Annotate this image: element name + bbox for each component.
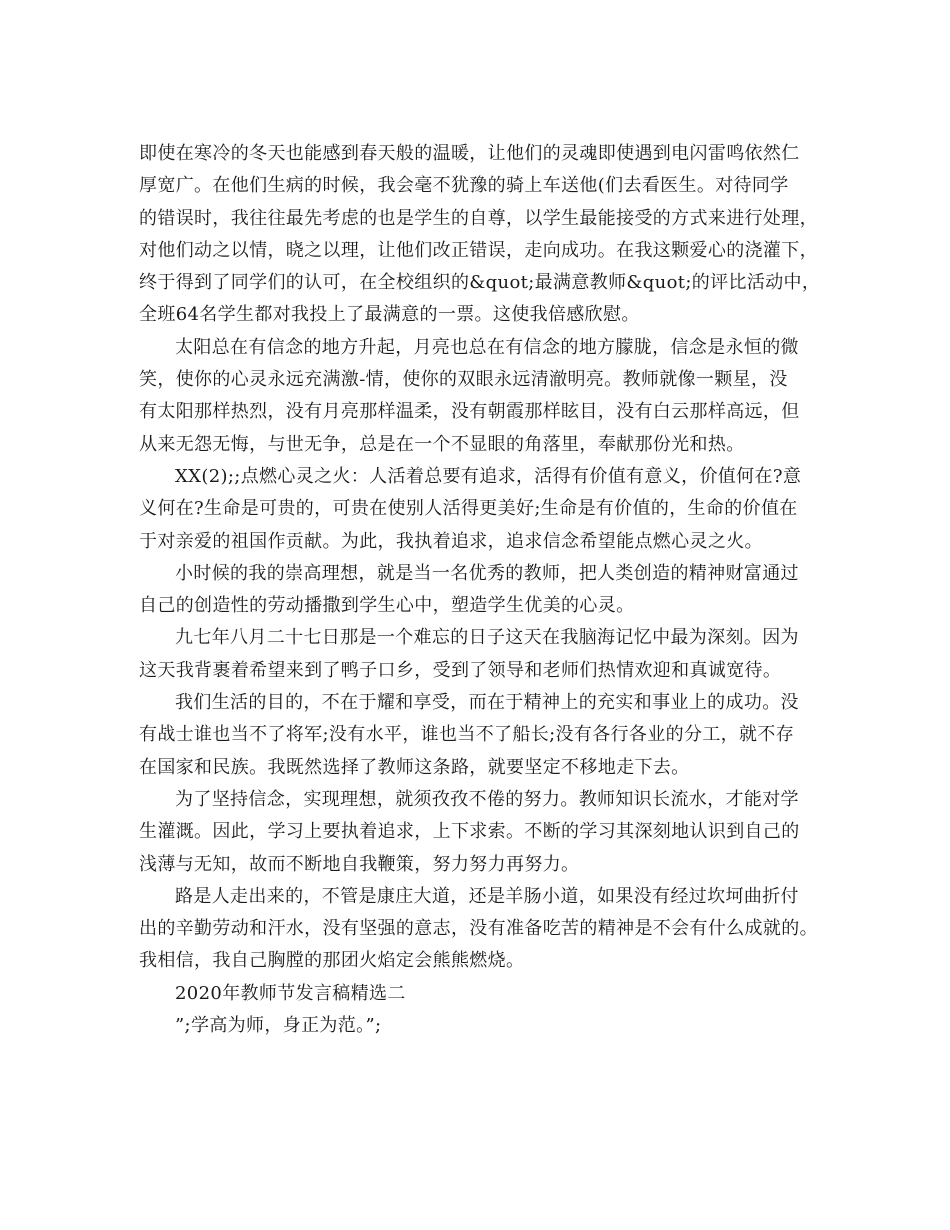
text-line: 有战士谁也当不了将军;没有水平，谁也当不了船长;没有各行各业的分工，就不存	[139, 724, 795, 746]
text-line: 2020年教师节发言稿精选二	[175, 982, 406, 1004]
paragraph	[139, 687, 829, 784]
text-line: ”;学高为师，身正为范。”;	[175, 1015, 382, 1037]
text-line: 我相信，我自己胸膛的那团火焰定会熊熊燃烧。	[139, 950, 525, 972]
text-line: 对他们动之以情，晓之以理，让他们改正错误，走向成功。在我这颗爱心的浇灌下，	[139, 239, 818, 261]
text-line: 我们生活的目的，不在于耀和享受，而在于精神上的充实和事业上的成功。没	[175, 692, 799, 714]
paragraph	[139, 622, 829, 687]
text-line: 笑，使你的心灵永远充满激-情，使你的双眼永远清澈明亮。教师就像一颗星，没	[139, 369, 788, 391]
text-line: 太阳总在有信念的地方升起，月亮也总在有信念的地方朦胧，信念是永恒的微	[175, 336, 799, 358]
text-line: XX(2);;点燃心灵之火：人活着总要有追求，活得有价值有意义，价值何在?意	[175, 465, 802, 487]
text-line: 小时候的我的崇高理想，就是当一名优秀的教师，把人类创造的精神财富通过	[175, 562, 799, 584]
paragraph	[139, 332, 829, 461]
text-line: 从来无怨无悔，与世无争，总是在一个不显眼的角落里，奉献那份光和热。	[139, 433, 745, 455]
text-line: 浅薄与无知，故而不断地自我鞭策，努力努力再努力。	[139, 853, 580, 875]
text-line: 这天我背裹着希望来到了鸭子口乡，受到了领导和老师们热情欢迎和真诚宽待。	[139, 659, 782, 681]
text-line: 在国家和民族。我既然选择了教师这条路，就要坚定不移地走下去。	[139, 756, 690, 778]
text-line: 路是人走出来的，不管是康庄大道，还是羊肠小道，如果没有经过坎坷曲折付	[175, 885, 799, 907]
text-line: 终于得到了同学们的认可，在全校组织的&quot;最满意教师&quot;的评比活动中，	[139, 272, 821, 294]
text-line: 自己的创造性的劳动播撒到学生心中，塑造学生优美的心灵。	[139, 595, 635, 617]
text-line: 为了坚持信念，实现理想，就须孜孜不倦的努力。教师知识长流水，才能对学	[175, 788, 799, 810]
text-line: 全班64名学生都对我投上了最满意的一票。这使我倍感欣慰。	[139, 304, 640, 326]
paragraph	[139, 1010, 829, 1042]
text-line: 即使在寒冷的冬天也能感到春天般的温暖，让他们的灵魂即使遇到电闪雷鸣依然仁	[139, 143, 800, 164]
text-line: 生灌溉。因此，学习上要执着追求，上下求索。不断的学习其深刻地认识到自己的	[139, 821, 800, 843]
document-body	[139, 138, 829, 1042]
text-line: 出的辛勤劳动和汗水，没有坚强的意志，没有准备吃苦的精神是不会有什么成就的。	[139, 918, 818, 940]
text-line: 义何在?生命是可贵的，可贵在使别人活得更美好;生命是有价值的，生命的价值在	[139, 498, 798, 520]
section-heading	[139, 978, 829, 1010]
text-line: 的错误时，我往往最先考虑的也是学生的自尊，以学生最能接受的方式来进行处理，	[139, 207, 818, 229]
paragraph	[139, 558, 829, 623]
text-line: 九七年八月二十七日那是一个难忘的日子这天在我脑海记忆中最为深刻。因为	[175, 627, 799, 649]
text-line: 于对亲爱的祖国作贡献。为此，我执着追求，追求信念希望能点燃心灵之火。	[139, 530, 763, 552]
text-line: 厚宽广。在他们生病的时候，我会毫不犹豫的骑上车送他(们去看医生。对待同学	[139, 175, 789, 197]
paragraph	[139, 881, 829, 978]
paragraph	[139, 138, 829, 332]
paragraph	[139, 461, 829, 558]
text-line: 有太阳那样热烈，没有月亮那样温柔，没有朝霞那样眩目，没有白云那样高远，但	[139, 401, 800, 423]
paragraph	[139, 784, 829, 881]
